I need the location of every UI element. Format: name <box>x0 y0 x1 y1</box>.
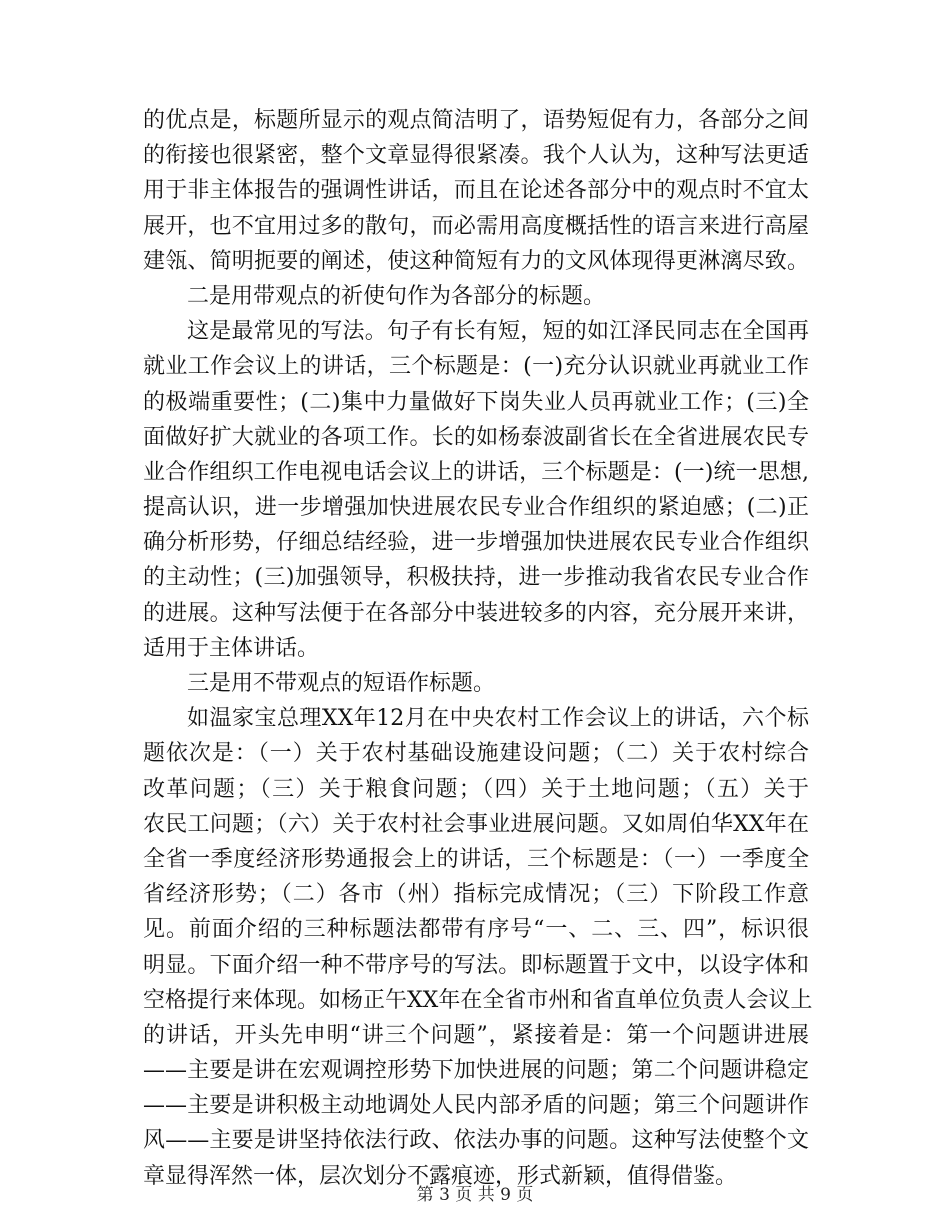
text-line-content: 提高认识，进一步增强加快进展农民专业合作组织的紧迫感；(二)正 <box>143 495 809 521</box>
text-line <box>143 455 809 490</box>
text-line-content: 如温家宝总理XX年12月在中央农村工作会议上的讲话，六个标 <box>187 706 809 732</box>
text-line <box>143 631 809 666</box>
text-line-content: 风——主要是讲坚持依法行政、依法办事的问题。这种写法使整个文 <box>143 1128 809 1154</box>
text-line-content: 农民工问题；（六）关于农村社会事业进展问题。又如周伯华XX年在 <box>143 811 809 837</box>
page-footer: 第 3 页 共 9 页 <box>416 1185 534 1205</box>
text-line <box>143 701 809 736</box>
text-line <box>143 736 809 771</box>
text-line <box>143 209 809 244</box>
text-line-content: 见。前面介绍的三种标题法都带有序号“一、二、三、四”，标识很 <box>143 917 809 943</box>
text-line-content: 的衔接也很紧密，整个文章显得很紧凑。我个人认为，这种写法更适 <box>143 143 809 169</box>
text-line <box>143 490 809 525</box>
text-line <box>143 807 809 842</box>
text-line <box>143 596 809 631</box>
text-line-content: 就业工作会议上的讲话，三个标题是：(一)充分认识就业再就业工作 <box>143 354 809 380</box>
text-line-content: 改革问题；（三）关于粮食问题；（四）关于土地问题；（五）关于 <box>143 776 809 802</box>
text-line <box>143 138 809 173</box>
text-line-content: 的极端重要性；(二)集中力量做好下岗失业人员再就业工作；(三)全 <box>143 389 809 415</box>
text-line-content: 这是最常见的写法。句子有长有短，短的如江泽民同志在全国再 <box>187 319 809 345</box>
text-line-content: 三是用不带观点的短语作标题。 <box>187 671 496 696</box>
text-line-content: 业合作组织工作电视电话会议上的讲话，三个标题是：(一)统一思想, <box>143 459 809 485</box>
text-line <box>143 560 809 595</box>
text-line <box>143 842 809 877</box>
text-line-content: 确分析形势，仔细总结经验，进一步增强加快进展农民专业合作组织 <box>143 530 809 556</box>
text-line <box>143 1123 809 1158</box>
text-line <box>143 173 809 208</box>
text-line <box>143 1088 809 1123</box>
text-line <box>143 1053 809 1088</box>
text-line-content: 建瓴、简明扼要的阐述，使这种简短有力的文风体现得更淋漓尽致。 <box>143 248 809 274</box>
text-line <box>143 314 809 349</box>
text-line-content: 章显得浑然一体，层次划分不露痕迹，形式新颖，值得借鉴。 <box>143 1163 738 1189</box>
text-line <box>143 279 809 314</box>
text-line-content: 省经济形势；（二）各市（州）指标完成情况；（三）下阶段工作意 <box>143 882 809 908</box>
text-line <box>143 103 809 138</box>
text-line <box>143 983 813 1018</box>
text-line-content: 的主动性；(三)加强领导，积极扶持，进一步推动我省农民专业合作 <box>143 565 809 591</box>
text-line-content: 的讲话，开头先申明“讲三个问题”，紧接着是：第一个问题讲进展 <box>143 1022 809 1048</box>
text-line-content: ——主要是讲积极主动地调处人民内部矛盾的问题；第三个问题讲作 <box>143 1093 809 1119</box>
text-line <box>143 349 809 384</box>
text-line-content: 用于非主体报告的强调性讲话，而且在论述各部分中的观点时不宜太 <box>143 178 809 204</box>
text-line <box>143 877 809 912</box>
text-line <box>143 948 809 983</box>
text-line-content: 二是用带观点的祈使句作为各部分的标题。 <box>187 283 606 309</box>
text-line <box>143 912 809 947</box>
text-line <box>143 420 809 455</box>
text-line <box>143 525 809 560</box>
text-line-content: 全省一季度经济形势通报会上的讲话，三个标题是：（一）一季度全 <box>143 846 809 872</box>
document-body <box>143 103 813 1194</box>
text-line-content: 适用于主体讲话。 <box>143 635 320 661</box>
text-line-content: 明显。下面介绍一种不带序号的写法。即标题置于文中，以设字体和 <box>143 952 809 978</box>
text-line <box>143 666 809 701</box>
text-line-content: 展开，也不宜用过多的散句，而必需用高度概括性的语言来进行高屋 <box>143 213 809 239</box>
text-line-content: 的优点是，标题所显示的观点简洁明了，语势短促有力，各部分之间 <box>143 108 809 133</box>
text-line-content: 空格提行来体现。如杨正午XX年在全省市州和省直单位负责人会议上 <box>143 987 813 1013</box>
text-line-content: 题依次是：（一）关于农村基础设施建设问题；（二）关于农村综合 <box>143 741 809 767</box>
text-line <box>143 1018 809 1053</box>
text-line-content: ——主要是讲在宏观调控形势下加快进展的问题；第二个问题讲稳定 <box>143 1058 809 1084</box>
text-line-content: 面做好扩大就业的各项工作。长的如杨泰波副省长在全省进展农民专 <box>143 424 809 450</box>
text-line <box>143 772 809 807</box>
text-line <box>143 244 809 279</box>
text-line-content: 的进展。这种写法便于在各部分中装进较多的内容，充分展开来讲， <box>143 600 809 626</box>
text-line <box>143 385 809 420</box>
